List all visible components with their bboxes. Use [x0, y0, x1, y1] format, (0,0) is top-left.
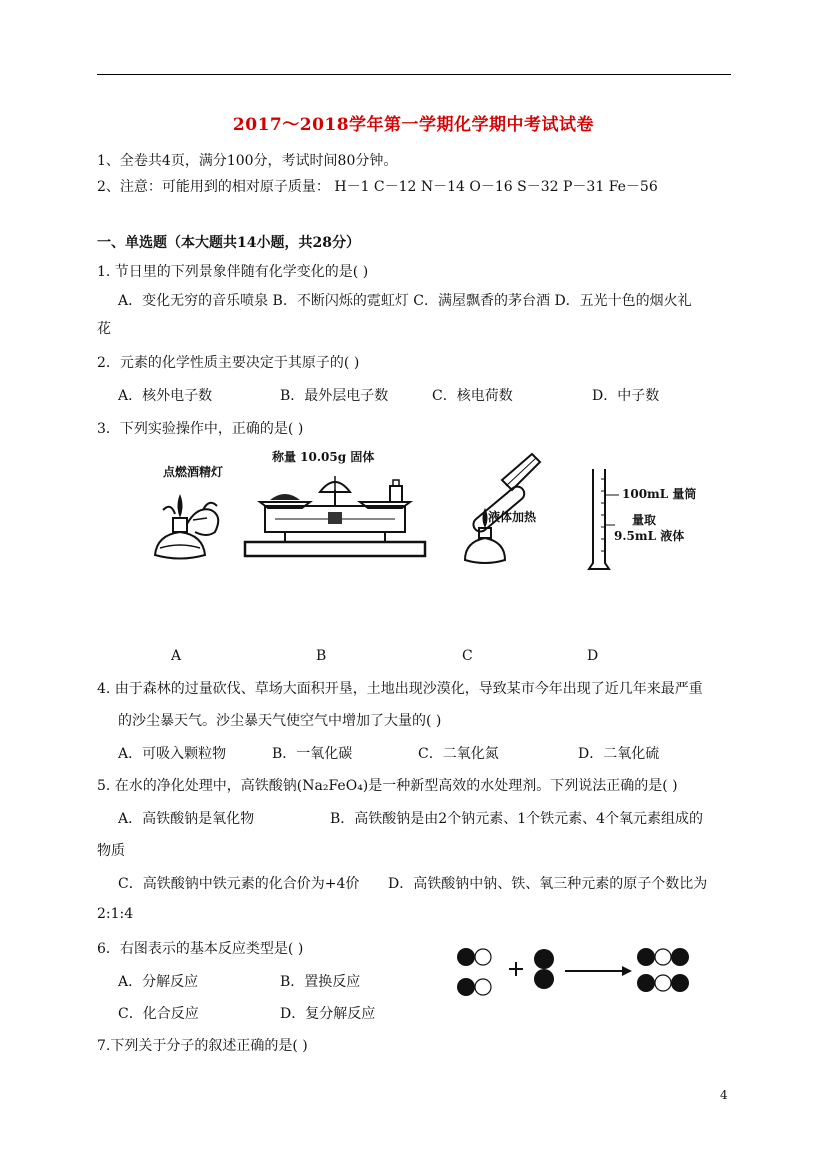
q2-option-b: B．最外层电子数	[280, 388, 389, 404]
q4-stem: 4. 由于森林的过量砍伐、草场大面积开垦，土地出现沙漠化，导致某市今年出现了近几年来最严重	[97, 681, 703, 697]
q3-letter-b: B	[316, 648, 327, 664]
q3-letter-c: C	[462, 648, 473, 664]
q3-letter-d: D	[587, 648, 599, 664]
q7-stem: 7.下列关于分子的叙述正确的是( )	[97, 1038, 308, 1054]
q2-option-c: C．核电荷数	[432, 388, 513, 404]
q4-stem-2: 的沙尘暴天气。沙尘暴天气使空气中增加了大量的( )	[118, 713, 442, 729]
q2-option-d: D．中子数	[592, 388, 660, 404]
page-number: 4	[720, 1088, 728, 1102]
exam-title: 2017～2018学年第一学期化学期中考试试卷	[232, 115, 595, 135]
q5-option-d-wrap: 2:1:4	[97, 906, 134, 922]
q6-stem: 6．右图表示的基本反应类型是( )	[97, 941, 304, 957]
q6-option-b: B．置换反应	[280, 974, 361, 990]
q1-options: A．变化无穷的音乐喷泉 B．不断闪烁的霓虹灯 C．满屋飘香的茅台酒 D．五光十色的烟火礼	[118, 293, 692, 309]
q1-stem: 1. 节日里的下列景象伴随有化学变化的是( )	[97, 264, 369, 280]
reaction-molecule-diagram	[450, 945, 710, 1005]
q3-stem: 3．下列实验操作中，正确的是( )	[97, 421, 304, 437]
note-2: 2、注意：可能用到的相对原子质量： H－1 C－12 N－14 O－16 S－32 P－31 Fe－56	[97, 179, 658, 195]
q2-option-a: A．核外电子数	[118, 388, 213, 404]
section-heading: 一、单选题（本大题共14小题，共28分）	[97, 235, 360, 251]
fig-d-label-1: 100mL 量筒	[622, 487, 697, 501]
fig-d-label-2: 量取	[632, 513, 657, 527]
q3-letter-a: A	[171, 648, 182, 664]
graduated-cylinder-illustration	[585, 465, 625, 575]
q5-option-b-wrap: 物质	[97, 843, 125, 859]
q4-option-b: B．一氧化碳	[272, 746, 353, 762]
alcohol-lamp-lighting-illustration	[145, 480, 235, 570]
liquid-heating-illustration	[440, 452, 550, 572]
q5-option-d: D．高铁酸钠中钠、铁、氧三种元素的原子个数比为	[388, 876, 708, 892]
q5-stem: 5. 在水的净化处理中，高铁酸钠(Na₂FeO₄)是一种新型高效的水处理剂。下列说法正确的是( )	[97, 778, 678, 794]
q1-options-wrap: 花	[97, 321, 111, 337]
q6-option-a: A．分解反应	[118, 974, 199, 990]
q4-option-d: D．二氧化硫	[578, 746, 660, 762]
q5-option-c: C．高铁酸钠中铁元素的化合价为+4价	[118, 876, 360, 892]
q6-option-c: C．化合反应	[118, 1006, 199, 1022]
note-1: 1、全卷共4页，满分100分，考试时间80分钟。	[97, 153, 398, 169]
fig-b-label: 称量 10.05g 固体	[272, 450, 375, 464]
fig-d-label-3: 9.5mL 液体	[614, 529, 685, 543]
q2-stem: 2．元素的化学性质主要决定于其原子的( )	[97, 355, 360, 371]
fig-c-label: 液体加热	[488, 510, 537, 524]
q6-option-d: D．复分解反应	[280, 1006, 376, 1022]
q5-option-b: B．高铁酸钠是由2个钠元素、1个铁元素、4个氧元素组成的	[330, 811, 704, 827]
balance-weighing-illustration	[240, 462, 430, 572]
q5-option-a: A．高铁酸钠是氧化物	[118, 811, 255, 827]
q4-option-c: C．二氧化氮	[418, 746, 499, 762]
fig-a-label: 点燃酒精灯	[163, 465, 224, 479]
header-rule	[97, 74, 731, 75]
q4-option-a: A．可吸入颗粒物	[118, 746, 227, 762]
